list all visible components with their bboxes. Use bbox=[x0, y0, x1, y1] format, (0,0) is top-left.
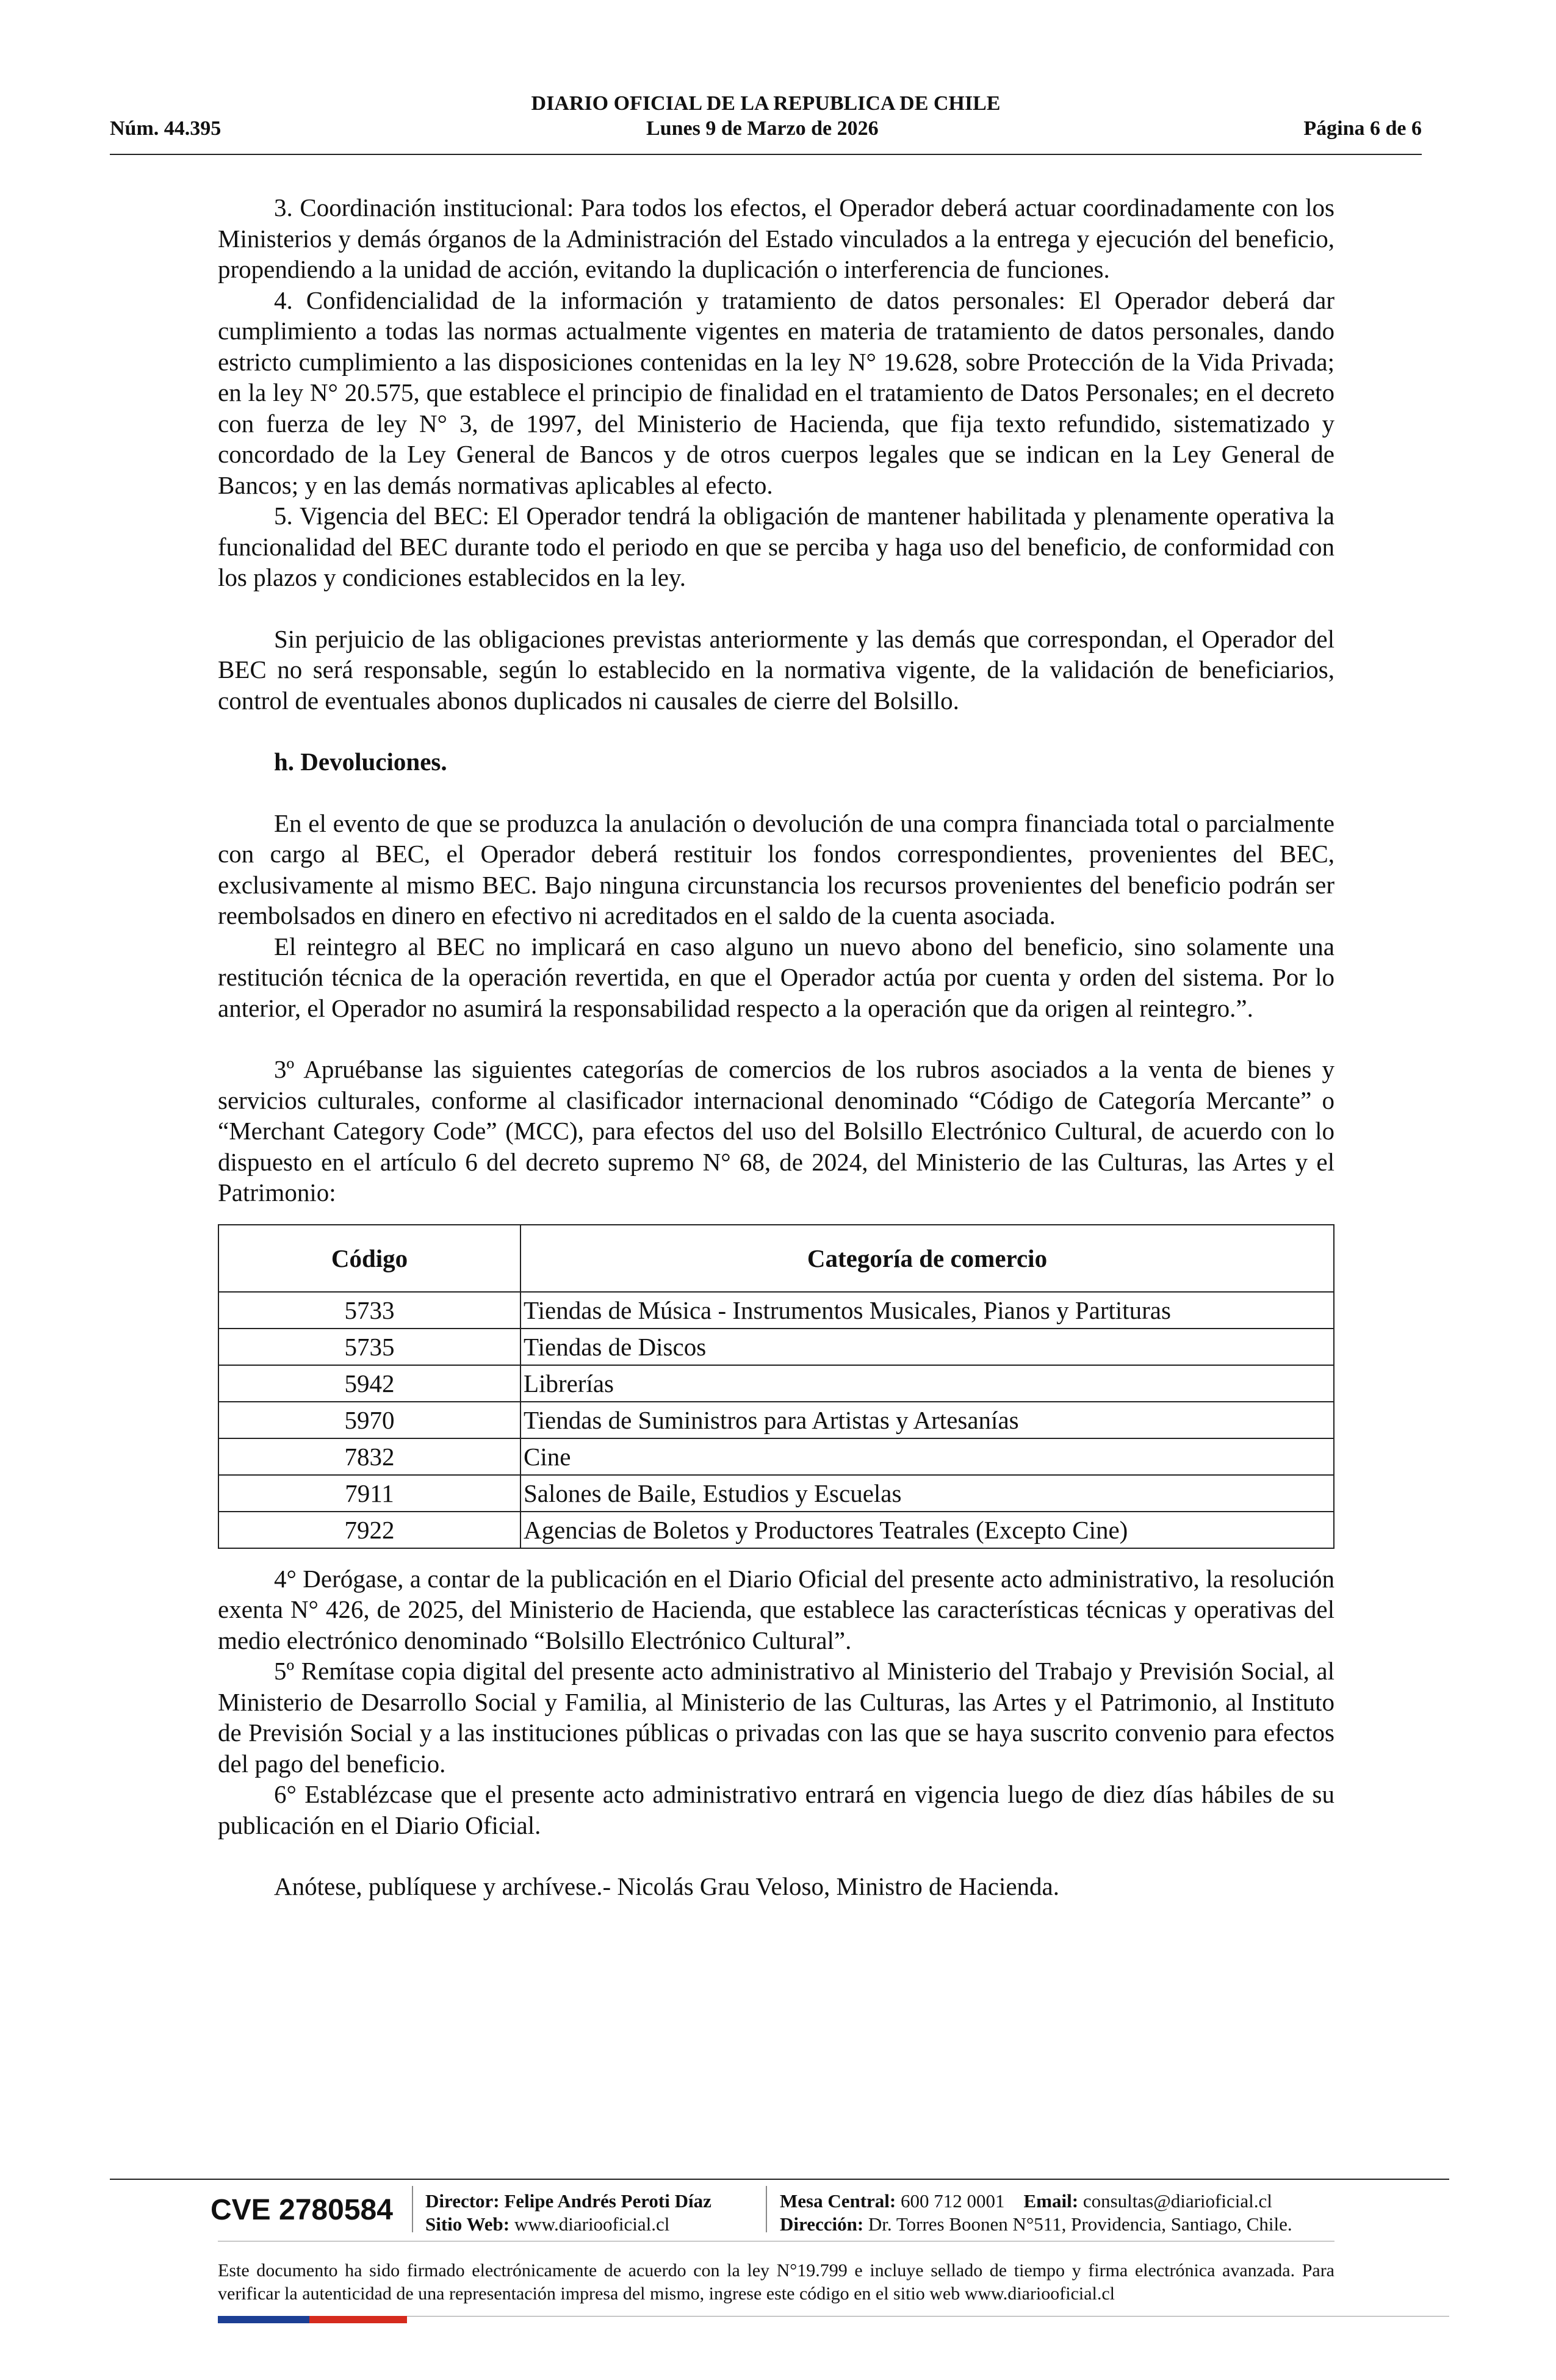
flag-red-segment bbox=[309, 2316, 407, 2323]
table-cell-code: 5733 bbox=[218, 1292, 520, 1329]
section-heading-devoluciones: h. Devoluciones. bbox=[274, 748, 447, 776]
paragraph-3o: 3º Apruébanse las siguientes categorías de comercios de los rubros asociados a la venta de bienes y servicios culturales, conforme al clasificador internacional denominado “Código de Categoría Mercante” o “Merchant Category Code” (MCC), para efectos del uso del Bolsillo Electrónico Cultural, de acuerdo con lo dispuesto en el artículo 6 del decreto supremo N° 68, de 2024, del Ministerio de las Culturas, las Artes y el Patrimonio: bbox=[218, 1055, 1334, 1206]
paragraph-5o: 5º Remítase copia digital del presente acto administrativo al Ministerio del Trabajo y Previsión Social, al Ministerio de Desarrollo Social y Familia, al Ministerio de las Culturas, las Artes y el Patrimonio, al Instituto de Previsión Social y a las instituciones públicas o privadas con las que se haya suscrito convenio para efectos del pago del beneficio. bbox=[218, 1657, 1334, 1778]
paragraph-devoluciones-1: En el evento de que se produzca la anulación o devolución de una compra financiada total o parcialmente con cargo al BEC, el Operador deberá restituir los fondos correspondientes, provenientes del BEC, exclusivamente al mismo BEC. Bajo ninguna circunstancia los recursos provenientes del beneficio podrán ser reembolsados en dinero en efectivo ni acreditados en el saldo de la cuenta asociada. bbox=[218, 809, 1334, 929]
address-text: Dr. Torres Boonen N°511, Providencia, Santiago, Chile. bbox=[868, 2213, 1292, 2235]
document-body bbox=[218, 192, 1334, 1902]
table-header-category: Categoría de comercio bbox=[520, 1225, 1334, 1292]
flag-blue-segment bbox=[218, 2316, 309, 2323]
issue-number: Núm. 44.395 bbox=[110, 117, 222, 140]
paragraph-5: 5. Vigencia del BEC: El Operador tendrá la obligación de mantener habilitada y plenamente operativa la funcionalidad del BEC durante todo el periodo en que se perciba y haga uso del beneficio, de conformidad con los plazos y condiciones establecidos en la ley. bbox=[218, 502, 1334, 591]
director-name: Felipe Andrés Peroti Díaz bbox=[504, 2190, 711, 2212]
table-row bbox=[218, 1365, 1334, 1402]
page-number: Página 6 de 6 bbox=[1303, 117, 1422, 140]
header-meta-row bbox=[110, 116, 1422, 142]
paragraph-3: 3. Coordinación institucional: Para todos los efectos, el Operador deberá actuar coordinadamente con los Ministerios y demás órganos de la Administración del Estado vinculados a la entrega y ejecución del beneficio, propendiendo a la unidad de acción, evitando la duplicación o interferencia de funciones. bbox=[218, 193, 1334, 283]
signature-line: Anótese, publíquese y archívese.- Nicolás Grau Veloso, Ministro de Hacienda. bbox=[274, 1872, 1059, 1900]
site-link[interactable]: www.diariooficial.cl bbox=[514, 2213, 670, 2235]
table-header-code: Código bbox=[218, 1225, 520, 1292]
header-divider bbox=[110, 154, 1422, 155]
mesa-label: Mesa Central: bbox=[780, 2190, 896, 2212]
table-row bbox=[218, 1475, 1334, 1512]
paragraph-6o: 6° Establézcase que el presente acto administrativo entrará en vigencia luego de diez días hábiles de su publicación en el Diario Oficial. bbox=[218, 1780, 1334, 1839]
cve-code: CVE 2780584 bbox=[211, 2194, 393, 2226]
table-cell-code: 7911 bbox=[218, 1475, 520, 1512]
paragraph-devoluciones-2: El reintegro al BEC no implicará en caso alguno un nuevo abono del beneficio, sino solamente una restitución técnica de la operación revertida, en que el Operador actúa por cuenta y orden del sistema. Por lo anterior, el Operador no asumirá la responsabilidad respecto a la operación que da origen al reintegro.”. bbox=[218, 932, 1334, 1022]
table-cell-category: Librerías bbox=[520, 1365, 1334, 1402]
footer-director-block bbox=[425, 2190, 711, 2236]
mesa-phone: 600 712 0001 bbox=[901, 2190, 1005, 2212]
table-cell-code: 5942 bbox=[218, 1365, 520, 1402]
address-label: Dirección: bbox=[780, 2213, 864, 2235]
director-label: Director: bbox=[425, 2190, 500, 2212]
page-header bbox=[110, 92, 1422, 142]
table-cell-code: 5735 bbox=[218, 1329, 520, 1365]
table-cell-code: 7922 bbox=[218, 1512, 520, 1548]
table-row bbox=[218, 1402, 1334, 1438]
footer-bottom-divider bbox=[407, 2316, 1449, 2317]
paragraph-4o: 4° Derógase, a contar de la publicación en el Diario Oficial del presente acto administrativo, la resolución exenta N° 426, de 2025, del Ministerio de Hacienda, que establece las características técnicas y operativas del medio electrónico denominado “Bolsillo Electrónico Cultural”. bbox=[218, 1564, 1334, 1654]
table-cell-category: Tiendas de Discos bbox=[520, 1329, 1334, 1365]
table-row bbox=[218, 1512, 1334, 1548]
newspaper-title: DIARIO OFICIAL DE LA REPUBLICA DE CHILE bbox=[531, 92, 1001, 115]
paragraph-4: 4. Confidencialidad de la información y tratamiento de datos personales: El Operador deberá dar cumplimiento a todas las normas actualmente vigentes en materia de tratamiento de datos personales, dando estricto cumplimiento a las disposiciones contenidas en la ley N° 19.628, sobre Protección de la Vida Privada; en la ley N° 20.575, que establece el principio de finalidad en el tratamiento de Datos Personales; en el decreto con fuerza de ley N° 3, de 1997, del Ministerio de Hacienda, que fija texto refundido, sistematizado y concordado de la Ley General de Bancos y de otros cuerpos legales que se indican en la Ley General de Bancos; y en las demás normativas aplicables al efecto. bbox=[218, 286, 1334, 499]
footer-top-divider bbox=[110, 2179, 1449, 2180]
email-link[interactable]: consultas@diarioficial.cl bbox=[1082, 2190, 1272, 2212]
legal-notice: Este documento ha sido firmado electrónicamente de acuerdo con la ley N°19.799 e incluye sellado de tiempo y firma electrónica avanzada. Para verificar la autenticidad de una representación impresa del mismo, ingrese este código en el sitio web www.diariooficial.cl bbox=[218, 2260, 1334, 2304]
site-label: Sitio Web: bbox=[425, 2213, 510, 2235]
footer-separator bbox=[412, 2186, 413, 2232]
table-cell-category: Tiendas de Suministros para Artistas y Artesanías bbox=[520, 1402, 1334, 1438]
table-row bbox=[218, 1438, 1334, 1475]
footer-contact-block bbox=[780, 2190, 1292, 2236]
table-cell-category: Cine bbox=[520, 1438, 1334, 1475]
table-cell-category: Agencias de Boletos y Productores Teatrales (Excepto Cine) bbox=[520, 1512, 1334, 1548]
table-cell-code: 5970 bbox=[218, 1402, 520, 1438]
table-cell-category: Tiendas de Música - Instrumentos Musicales, Pianos y Partituras bbox=[520, 1292, 1334, 1329]
table-row bbox=[218, 1329, 1334, 1365]
paragraph-sin-perjuicio: Sin perjuicio de las obligaciones previstas anteriormente y las demás que correspondan, el Operador del BEC no será responsable, según lo establecido en la normativa vigente, de la validación de beneficiarios, control de eventuales abonos duplicados ni causales de cierre del Bolsillo. bbox=[218, 624, 1334, 715]
footer-separator bbox=[766, 2186, 767, 2232]
table-cell-code: 7832 bbox=[218, 1438, 520, 1475]
flag-color-bar bbox=[218, 2316, 407, 2323]
merchant-category-table bbox=[218, 1224, 1334, 1549]
table-cell-category: Salones de Baile, Estudios y Escuelas bbox=[520, 1475, 1334, 1512]
issue-date: Lunes 9 de Marzo de 2026 bbox=[646, 117, 879, 140]
table-row bbox=[218, 1292, 1334, 1329]
table-header-row bbox=[218, 1225, 1334, 1292]
email-label: Email: bbox=[1023, 2190, 1079, 2212]
